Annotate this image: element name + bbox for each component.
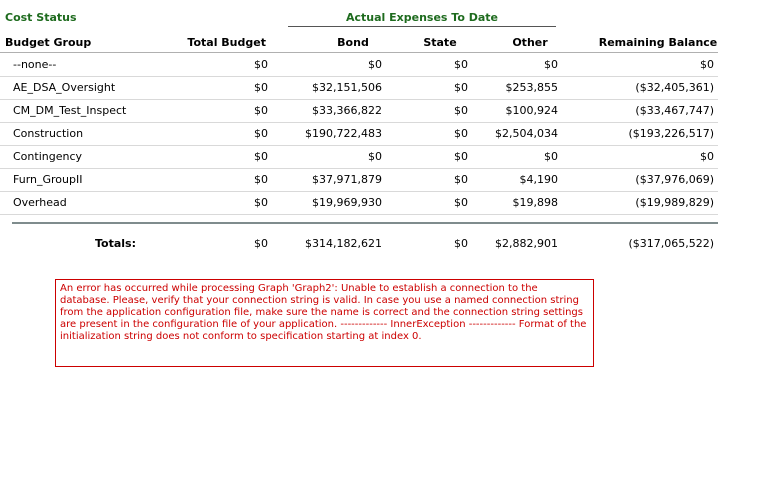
cell-total-budget: $0 xyxy=(254,150,268,163)
group-header-underline xyxy=(288,26,556,27)
table-row xyxy=(0,168,718,192)
cell-state: $0 xyxy=(454,104,468,117)
col-header-total-budget: Total Budget xyxy=(187,36,266,49)
cell-total-budget: $0 xyxy=(254,58,268,71)
cell-remaining-balance: ($193,226,517) xyxy=(628,127,714,140)
totals-label: Totals: xyxy=(95,237,136,250)
cell-state: $0 xyxy=(454,196,468,209)
cell-remaining-balance: ($32,405,361) xyxy=(635,81,714,94)
cell-remaining-balance: ($19,989,829) xyxy=(635,196,714,209)
report-title: Cost Status xyxy=(5,11,77,24)
cell-state: $0 xyxy=(454,150,468,163)
col-header-budget-group: Budget Group xyxy=(5,36,92,49)
cell-state: $0 xyxy=(454,81,468,94)
cell-budget-group: --none-- xyxy=(13,58,57,71)
cell-other: $253,855 xyxy=(505,81,558,94)
cell-remaining-balance: $0 xyxy=(700,150,714,163)
totals-divider xyxy=(12,222,718,224)
cell-total-budget: $0 xyxy=(254,81,268,94)
cell-bond: $0 xyxy=(368,150,382,163)
cell-budget-group: Contingency xyxy=(13,150,83,163)
totals-state: $0 xyxy=(454,237,468,250)
cell-state: $0 xyxy=(454,127,468,140)
totals-other: $2,882,901 xyxy=(495,237,558,250)
cell-remaining-balance: $0 xyxy=(700,58,714,71)
cell-bond: $190,722,483 xyxy=(305,127,382,140)
table-row xyxy=(0,53,718,77)
col-header-state: State xyxy=(423,36,457,49)
cell-remaining-balance: ($33,467,747) xyxy=(635,104,714,117)
cell-budget-group: AE_DSA_Oversight xyxy=(13,81,116,94)
graph-error-message: An error has occurred while processing Graph 'Graph2': Unable to establish a connection to the database. Please, verify that your connection string is valid. In case you use a named connection string from the application configuration file, make sure the name is correct and the connection string settings are present in the configuration file of your application. ------------- InnerException ------------- Format of the initialization string does not conform to specification starting at index 0. xyxy=(55,279,594,367)
table-row xyxy=(0,145,718,169)
table-row xyxy=(0,122,718,146)
cell-other: $4,190 xyxy=(519,173,558,186)
totals-remaining-balance: ($317,065,522) xyxy=(628,237,714,250)
totals-bond: $314,182,621 xyxy=(305,237,382,250)
cell-state: $0 xyxy=(454,173,468,186)
table-row xyxy=(0,99,718,123)
cell-other: $19,898 xyxy=(512,196,558,209)
table-row xyxy=(0,191,718,215)
col-header-bond: Bond xyxy=(337,36,369,49)
cell-other: $2,504,034 xyxy=(495,127,558,140)
col-header-other: Other xyxy=(512,36,548,49)
cell-total-budget: $0 xyxy=(254,127,268,140)
cell-budget-group: CM_DM_Test_Inspect xyxy=(13,104,127,117)
col-header-remaining-balance: Remaining Balance xyxy=(598,36,718,49)
cell-other: $0 xyxy=(544,150,558,163)
cell-bond: $32,151,506 xyxy=(312,81,382,94)
cell-bond: $19,969,930 xyxy=(312,196,382,209)
cell-total-budget: $0 xyxy=(254,104,268,117)
cell-budget-group: Construction xyxy=(13,127,84,140)
cell-other: $100,924 xyxy=(505,104,558,117)
cell-budget-group: Furn_GroupII xyxy=(13,173,83,186)
cell-bond: $0 xyxy=(368,58,382,71)
cell-total-budget: $0 xyxy=(254,196,268,209)
actual-expenses-group-header: Actual Expenses To Date xyxy=(345,11,498,24)
totals-total-budget: $0 xyxy=(254,237,268,250)
cell-remaining-balance: ($37,976,069) xyxy=(635,173,714,186)
table-row xyxy=(0,76,718,100)
cell-budget-group: Overhead xyxy=(13,196,67,209)
cell-bond: $33,366,822 xyxy=(312,104,382,117)
cell-other: $0 xyxy=(544,58,558,71)
cell-state: $0 xyxy=(454,58,468,71)
cell-bond: $37,971,879 xyxy=(312,173,382,186)
cell-total-budget: $0 xyxy=(254,173,268,186)
